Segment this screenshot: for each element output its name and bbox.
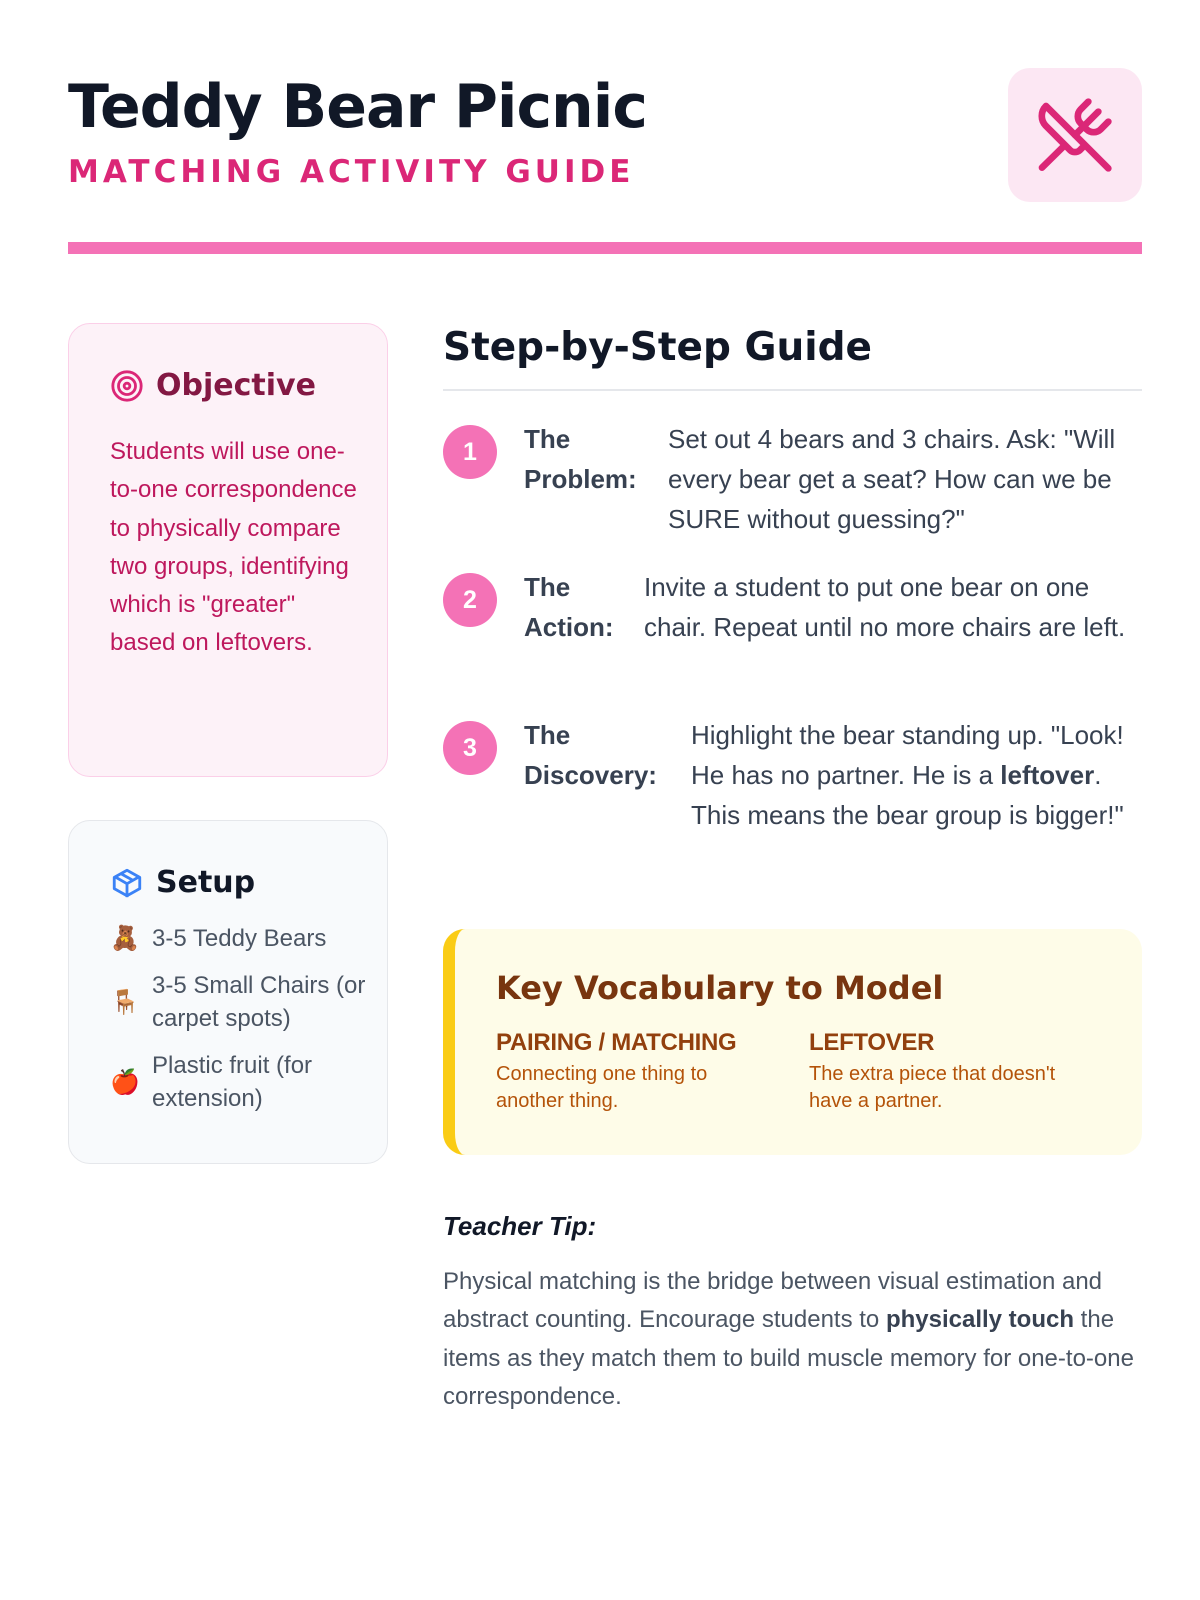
objective-text: Students will use one-to-one correspondence to physically compare two groups, identifying which is "greater" based on leftovers. — [110, 438, 357, 657]
vocabulary-term: LEFTOVER — [809, 1029, 935, 1056]
setup-item-label: Plastic fruit (for extension) — [152, 1052, 313, 1112]
setup-list — [110, 922, 367, 1115]
box-icon — [110, 866, 144, 900]
tip-text-part: the items as they match them to build muscle memory for one-to-one correspondence. — [443, 1306, 1134, 1410]
page-subtitle: MATCHING ACTIVITY GUIDE — [68, 154, 635, 190]
header-divider — [68, 242, 1142, 254]
setup-item-fruit — [110, 1049, 367, 1115]
guide-title: Step-by-Step Guide — [443, 325, 872, 370]
vocabulary-definition: Connecting one thing to another thing. — [496, 1063, 708, 1112]
step-text — [691, 715, 1142, 835]
step-number: 1 — [443, 425, 497, 479]
setup-card — [68, 820, 388, 1164]
setup-item-chairs — [110, 969, 367, 1035]
step-text: Set out 4 bears and 3 chairs. Ask: "Will every bear get a seat? How can we be SURE without guessing?" — [668, 424, 1116, 534]
step-label-line: Action: — [524, 612, 614, 642]
step-label-line: Discovery: — [524, 760, 657, 790]
setup-heading: Setup — [156, 865, 256, 900]
step-number: 3 — [443, 721, 497, 775]
objective-header — [110, 368, 357, 403]
objective-heading: Objective — [156, 368, 316, 403]
step-label-line: The — [524, 424, 571, 454]
teacher-tip-label: Teacher Tip: — [443, 1211, 597, 1241]
vocabulary-title: Key Vocabulary to Model — [496, 969, 944, 1007]
step-text-part: Highlight the bear standing up. "Look! He has no partner. He is a — [691, 720, 1124, 790]
target-icon — [110, 369, 144, 403]
page-title: Teddy Bear Picnic — [68, 72, 647, 142]
tip-text-bold: physically touch — [885, 1306, 1075, 1334]
step-label-line: The — [524, 572, 571, 602]
vocabulary-definition: The extra piece that doesn't have a partner. — [809, 1063, 1056, 1112]
vocabulary-term-item — [496, 1029, 809, 1115]
chair-icon: 🪑 — [110, 988, 140, 1016]
step-text-bold: leftover — [1000, 760, 1095, 790]
teddy-bear-icon: 🧸 — [110, 925, 140, 952]
step-label — [524, 419, 668, 539]
step-1 — [443, 419, 1142, 539]
guide-divider — [443, 389, 1142, 391]
step-label — [524, 715, 691, 835]
step-3 — [443, 715, 1142, 835]
setup-header — [110, 865, 367, 900]
vocabulary-terms — [496, 1029, 1122, 1115]
objective-card — [68, 323, 388, 777]
step-label-line: The — [524, 720, 571, 750]
setup-item-label: 3-5 Teddy Bears — [152, 925, 327, 952]
teacher-tip-text — [443, 1263, 1143, 1416]
setup-item-label: 3-5 Small Chairs (or carpet spots) — [152, 972, 366, 1032]
step-label — [524, 567, 644, 647]
tip-text-part: Physical matching is the bridge between visual estimation and abstract counting. Encourage students to — [443, 1268, 1103, 1334]
vocabulary-term: PAIRING / MATCHING — [496, 1029, 737, 1056]
logo-badge — [1008, 68, 1142, 202]
step-number: 2 — [443, 573, 497, 627]
vocabulary-term-item — [809, 1029, 1122, 1115]
setup-item-teddy-bears — [110, 922, 367, 955]
fork-knife-icon — [1035, 95, 1115, 175]
step-text: Invite a student to put one bear on one chair. Repeat until no more chairs are left. — [644, 572, 1126, 642]
apple-icon: 🍎 — [110, 1068, 140, 1096]
vocabulary-box — [443, 929, 1142, 1155]
step-label-line: Problem: — [524, 464, 637, 494]
step-2 — [443, 567, 1142, 647]
step-text-part: . This means the bear group is bigger!" — [691, 760, 1124, 830]
